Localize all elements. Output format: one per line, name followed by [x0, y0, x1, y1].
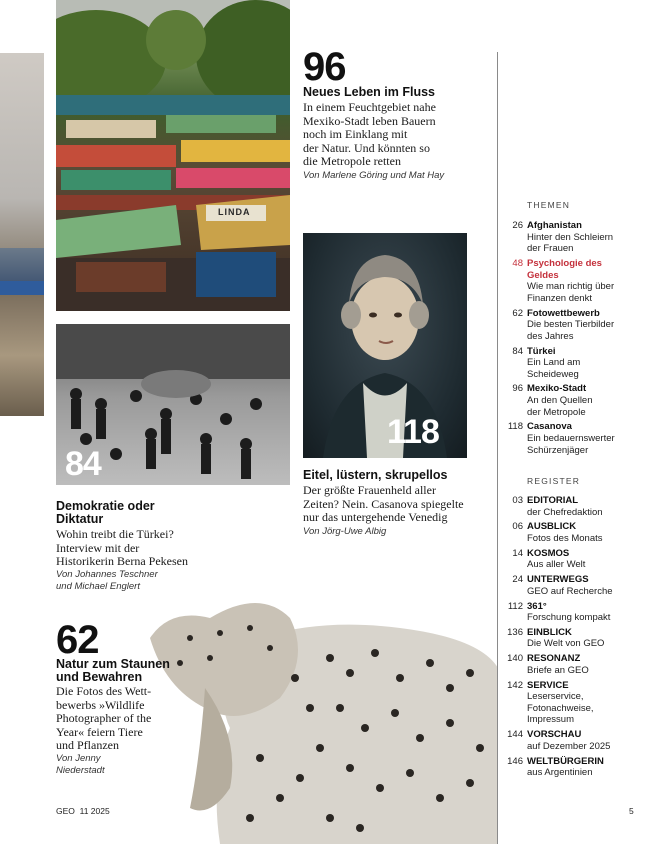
register-item-weltbuergerin[interactable]: 146 WELTBÜRGERIN aus Argentinien: [507, 755, 604, 779]
story-96-byline: Von Marlene Göring und Mat Hay: [303, 170, 445, 181]
story-118-byline: Von Jörg-Uwe Albig: [303, 526, 387, 537]
protest-photo: [56, 324, 290, 485]
story-84-headline: Demokratie oder Diktatur: [56, 499, 155, 526]
story-96-number: 96: [303, 45, 346, 89]
boat-sign: LINDA: [218, 207, 251, 217]
xochimilco-boats-photo: [56, 0, 290, 311]
toc-item-mexiko-stadt[interactable]: 96 Mexiko-Stadt An den Quellen der Metropole: [512, 383, 593, 418]
toc-item-psychologie-des-geldes[interactable]: 48 Psychologie des Geldes Wie man richtig über Finanzen denkt: [512, 257, 615, 304]
register-item-einblick[interactable]: 136 EINBLICK Die Welt von GEO: [507, 626, 605, 650]
casanova-portrait: [303, 233, 467, 458]
story-84-deck: Wohin treibt die Türkei? Interview mit der Historikerin Berna Pekesen: [56, 527, 188, 568]
register-item-resonanz[interactable]: 140 RESONANZ Briefe an GEO: [507, 653, 589, 676]
landscape-photo: [0, 53, 44, 416]
cheetah-photo: [150, 578, 498, 844]
toc-item-fotowettbewerb[interactable]: 62 Fotowettbewerb Die besten Tierbilder des Jahres: [512, 307, 615, 342]
register-label: REGISTER: [527, 476, 581, 486]
toc-item-casanova[interactable]: 118 Casanova Ein bedauernswerter Schürzenjäger: [507, 421, 615, 456]
footer-issue: GEO 11 2025: [56, 806, 110, 816]
toc-item-afghanistan[interactable]: 26 Afghanistan Hinter den Schleiern der Frauen: [512, 220, 614, 255]
story-84-photo-number: 84: [65, 445, 101, 483]
story-96-deck: In einem Feuchtgebiet nahe Mexiko-Stadt leben Bauern noch im Einklang mit der Natur. Und könnten so die Metropole retten: [303, 100, 436, 168]
story-62-byline: Von Jenny Niederstadt: [56, 753, 105, 776]
register-item-service[interactable]: 142 SERVICE Leserservice, Fotonachweise, Impressum: [507, 679, 594, 726]
story-62-headline: Natur zum Staunen und Bewahren: [56, 657, 170, 684]
register-item-ausblick[interactable]: 06 AUSBLICK Fotos des Monats: [512, 521, 603, 544]
story-84-byline: Von Johannes Teschner und Michael Englert: [56, 569, 158, 592]
story-118-headline: Eitel, lüstern, skrupellos: [303, 468, 448, 482]
register-item-unterwegs[interactable]: 24 UNTERWEGS GEO auf Recherche: [512, 574, 613, 597]
register-item-vorschau[interactable]: 144 VORSCHAU auf Dezember 2025: [507, 729, 611, 752]
register-item-kosmos[interactable]: 14 KOSMOS Aus aller Welt: [512, 547, 586, 571]
story-62-deck: Die Fotos des Wett- bewerbs »Wildlife Photographer of the Year« feiern Tiere und Pflanzen: [56, 684, 152, 752]
story-62-number: 62: [56, 618, 99, 662]
story-118-deck: Der größte Frauenheld aller Zeiten? Nein. Casanova spiegelte nur das untergehende Venedig: [303, 483, 464, 524]
story-96-headline: Neues Leben im Fluss: [303, 85, 435, 99]
page-number: 5: [629, 806, 634, 816]
themen-label: THEMEN: [527, 200, 571, 210]
toc-item-tuerkei[interactable]: 84 Türkei Ein Land am Scheideweg: [512, 345, 581, 380]
register-item-editorial[interactable]: 03 EDITORIAL der Chefredaktion: [512, 495, 603, 518]
register-item-361[interactable]: 112 361° Forschung kompakt: [507, 600, 611, 624]
themen-list: [503, 220, 663, 459]
register-list: [503, 495, 663, 782]
story-118-photo-number: 118: [387, 413, 439, 451]
column-divider: [497, 52, 498, 844]
